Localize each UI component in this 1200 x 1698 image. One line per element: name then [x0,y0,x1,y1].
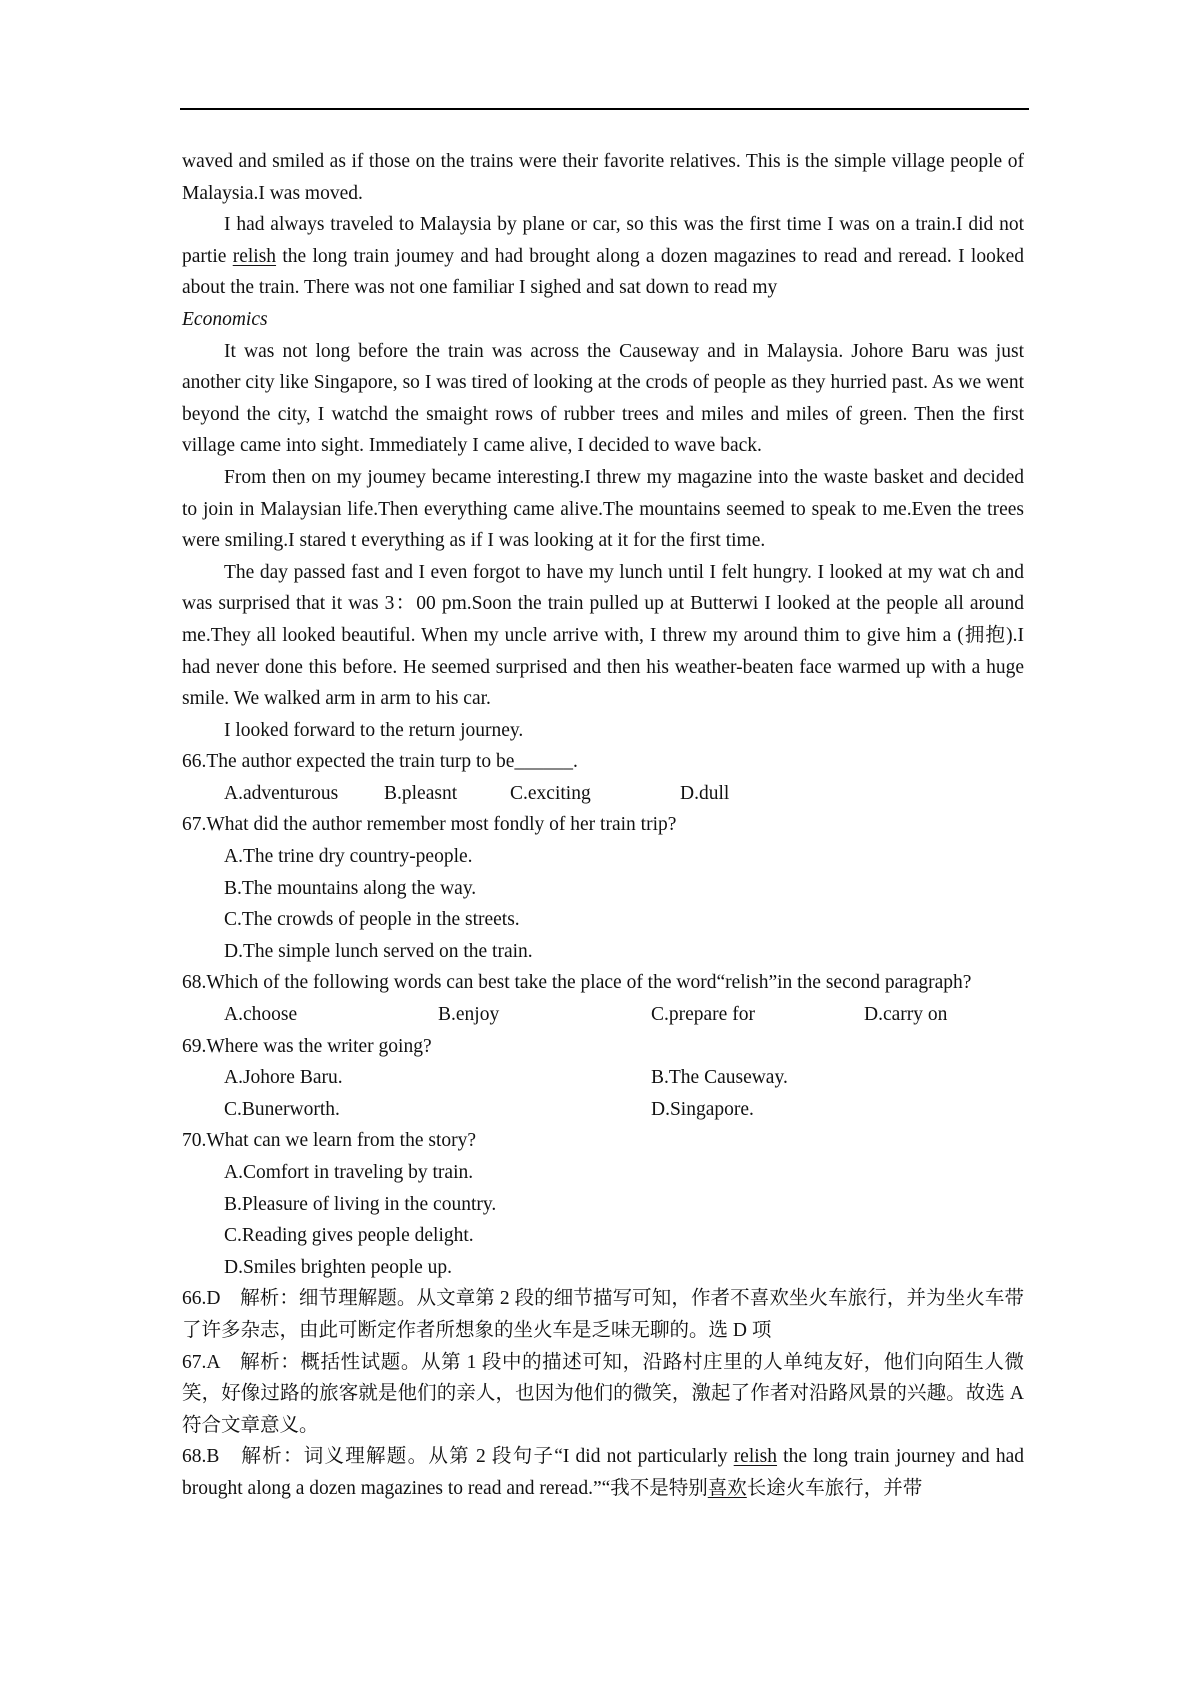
answer-67-explanation: 67.A 解析：概括性试题。从第 1 段中的描述可知，沿路村庄里的人单纯友好，他们向陌生人微笑，好像过路的旅客就是他们的亲人，也因为他们的微笑，激起了作者对沿路风景的兴趣。故选 A 符合文章意义。 [182,1351,1024,1436]
answer-68-underlined-relish: relish [733,1446,778,1468]
question-70-option-d: D.Smiles brighten people up. [224,1256,453,1278]
answer-68-text-b: the long train journey and had brought along a dozen magazines to read and reread.”“我不是特别 [182,1446,1024,1499]
underlined-word-relish: relish [232,245,277,267]
passage-paragraph-3: It was not long before the train was across the Causeway and in Malaysia. Johore Baru was just another city like Singapore, so I was tired of looking at the crods of people as they hurried past. As we went beyond the city, I watchd the smaight rows of rubber trees and miles and miles of green. Then the first village came into sight. Immediately I came alive, I decided to wave back. [182,340,1024,457]
question-67-stem: 67.What did the author remember most fondly of her train trip? [182,814,677,836]
passage-paragraph-2-text-a: I had always traveled to Malaysia by plane or car, so this was the first time I was on a train.I did not partie [182,214,1024,267]
question-68-option-b: B.enjoy [438,1004,500,1026]
answer-68-text-a: 68.B 解析：词义理解题。从第 2 段句子“I did not particularly [182,1446,734,1468]
answer-68-text-c: 长途火车旅行，并带 [746,1477,923,1499]
question-70-option-a: A.Comfort in traveling by train. [224,1162,474,1183]
question-67-option-b: B.The mountains along the way. [224,877,477,899]
question-69-options-row-2 [182,1094,1024,1126]
question-70-option-b: B.Pleasure of living in the country. [224,1193,497,1215]
passage-paragraph-1: waved and smiled as if those on the trains were their favorite relatives. This is the simple village people of Malaysia.I was moved. [182,151,1024,204]
italic-word-economics: Economics [182,308,268,330]
question-66-option-a: A.adventurous [224,782,339,804]
header-rule [180,108,1029,110]
question-67-option-c: C.The crowds of people in the streets. [224,909,520,931]
passage-paragraph-5: The day passed fast and I even forgot to have my lunch until I felt hungry. I looked at my wat ch and was surprised that it was 3：00 pm.Soon the train pulled up at Butterwi I looked at the people all around me.They all looked beautiful. When my uncle arrive with, I threw my around thim to give him a (拥抱).I had never done this before. He seemed surprised and then his weather-beaten face warmed up with a huge smile. We walked arm in arm to his car. [182,561,1024,710]
question-69-option-b: B.The Causeway. [651,1067,788,1089]
question-69-stem: 69.Where was the writer going? [182,1035,432,1057]
question-69-options-row-1 [182,1062,1024,1094]
question-68-option-d: D.carry on [864,1004,948,1026]
question-66-options [182,778,1024,810]
question-68-options [182,999,1024,1031]
question-66-option-c: C.exciting [510,782,591,804]
question-70-option-c: C.Reading gives people delight. [224,1225,474,1247]
passage-paragraph-6: I looked forward to the return journey. [224,719,524,741]
question-68-option-a: A.choose [224,1004,298,1026]
answer-68-underlined-xihuan: 喜欢 [707,1477,747,1499]
question-66-option-d: D.dull [680,782,730,804]
document-content [182,146,1024,1505]
question-69-option-c: C.Bunerworth. [224,1098,340,1120]
answer-68-explanation [182,1441,1024,1504]
question-67-option-d: D.The simple lunch served on the train. [224,940,533,962]
question-66-stem: 66.The author expected the train turp to be______. [182,751,578,773]
question-70-stem: 70.What can we learn from the story? [182,1130,477,1152]
passage-paragraph-2 [182,209,1024,335]
passage-paragraph-2-text-b: the long train joumey and had brought along a dozen magazines to read and reread. I looked about the train. There was not one familiar I sighed and sat down to read my [182,245,1025,299]
question-67-option-a: A.The trine dry country-people. [224,846,473,868]
question-66-option-b: B.pleasnt [384,782,458,804]
passage-paragraph-4: From then on my joumey became interesting.I threw my magazine into the waste basket and decided to join in Malaysian life.Then everything came alive.The mountains seemed to speak to me.Even the trees were smiling.I stared t everything as if I was looking at it for the first time. [182,466,1024,552]
answer-66-explanation: 66.D 解析：细节理解题。从文章第 2 段的细节描写可知，作者不喜欢坐火车旅行，并为坐火车带了许多杂志，由此可断定作者所想象的坐火车是乏味无聊的。选 D 项 [182,1288,1024,1341]
question-68-option-c: C.prepare for [651,1004,755,1026]
question-69-option-a: A.Johore Baru. [224,1067,343,1089]
question-69-option-d: D.Singapore. [651,1098,754,1120]
question-68-stem: 68.Which of the following words can best take the place of the word“relish”in the second paragraph? [182,972,972,994]
